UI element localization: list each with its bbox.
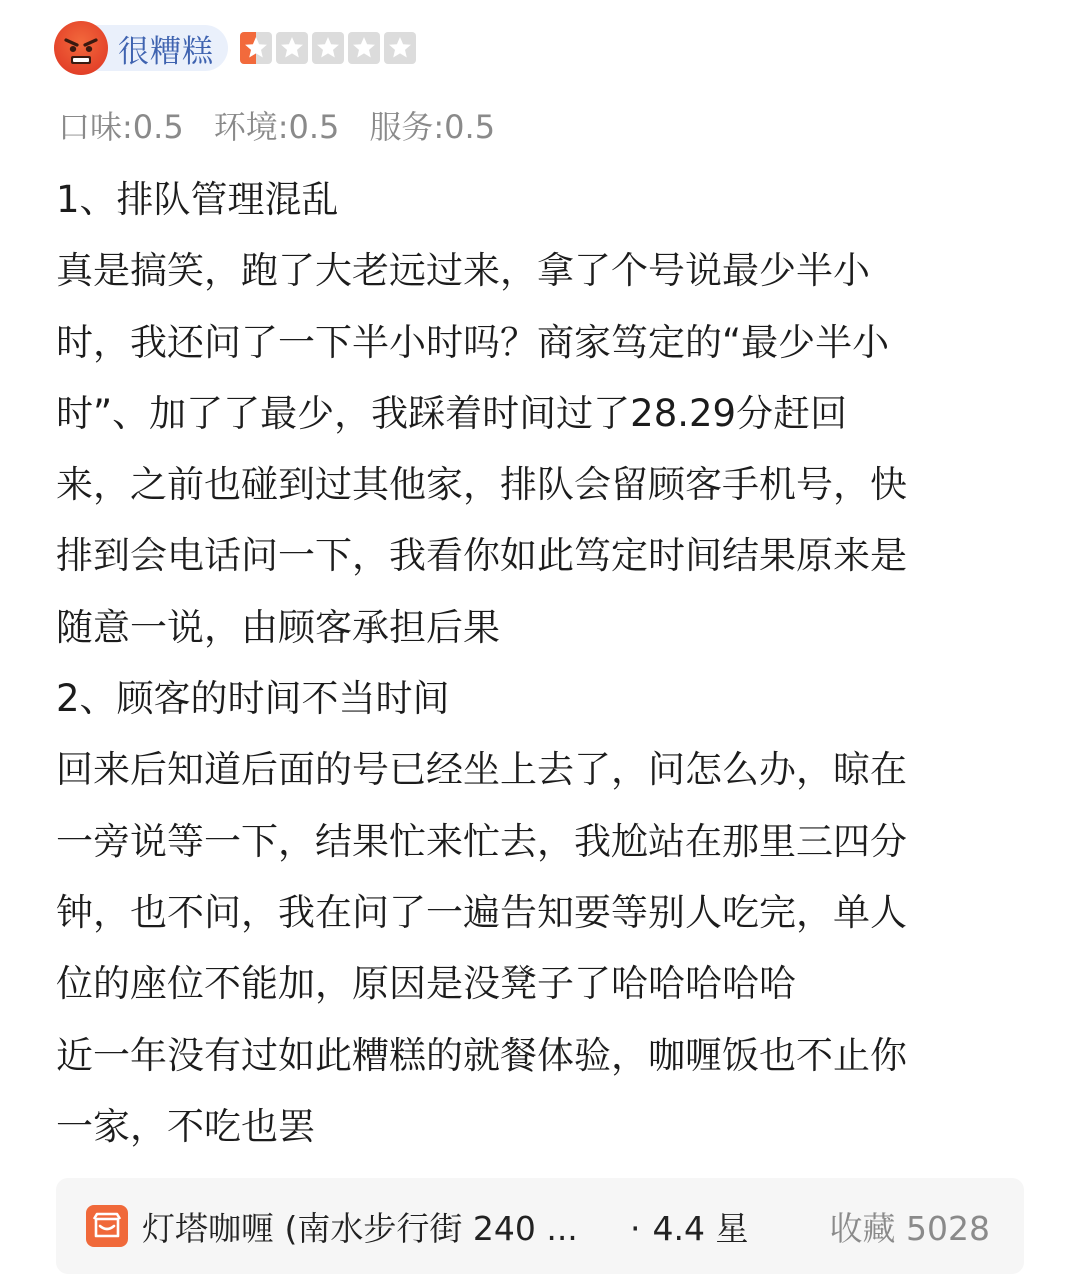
review-line: 1、排队管理混乱: [56, 178, 339, 221]
review-line: 来，之前也碰到过其他家，排队会留顾客手机号，快: [56, 463, 907, 507]
review-line: 随意一说，由顾客承担后果: [56, 605, 500, 649]
review-line: 位的座位不能加，原因是没凳子了哈哈哈哈哈: [56, 962, 796, 1006]
favorites-count[interactable]: 收藏 5028: [829, 1208, 990, 1248]
review-text: [56, 164, 1031, 1162]
shop-rating-value: 4.4 星: [652, 1208, 749, 1248]
star-icon: [348, 32, 380, 64]
taste-score: 口味:0.5: [58, 108, 184, 146]
star-icon: [312, 32, 344, 64]
review-line: 一旁说等一下，结果忙来忙去，我尬站在那里三四分: [56, 819, 907, 863]
shop-name: 灯塔咖喱 (南水步行街 240 ...: [142, 1208, 578, 1248]
review-line: 时”、加了了最少，我踩着时间过了28.29分赶回: [56, 391, 848, 435]
star-icon: [240, 32, 272, 64]
star-icon: [384, 32, 416, 64]
review-line: 回来后知道后面的号已经坐上去了，问怎么办，晾在: [56, 748, 907, 792]
service-score: 服务:0.5: [369, 108, 496, 146]
review-line: 2、顾客的时间不当时间: [56, 677, 450, 721]
review-line: 真是搞笑，跑了大老远过来，拿了个号说最少半小: [56, 249, 870, 293]
review-line: 钟，也不问，我在问了一遍告知要等别人吃完，单人: [56, 890, 907, 934]
sub-scores: [58, 102, 495, 148]
review-line: 排到会电话问一下，我看你如此笃定时间结果原来是: [56, 534, 907, 578]
shop-rating: [630, 1203, 748, 1250]
angry-face-icon: [54, 21, 108, 75]
shop-icon: [86, 1205, 128, 1247]
rating-header: [56, 20, 416, 76]
review-line: 近一年没有过如此糟糕的就餐体验，咖喱饭也不止你: [56, 1033, 907, 1077]
review-line: 一家，不吃也罢: [56, 1104, 315, 1148]
star-icon: [276, 32, 308, 64]
environment-score: 环境:0.5: [213, 108, 340, 146]
shop-card[interactable]: [56, 1178, 1024, 1274]
star-rating: [240, 32, 416, 64]
rating-label: 很糟糕: [118, 33, 214, 70]
review-line: 时，我还问了一下半小时吗？商家笃定的“最少半小: [56, 320, 890, 364]
separator-dot: ·: [630, 1208, 641, 1248]
rating-badge: [56, 25, 228, 71]
